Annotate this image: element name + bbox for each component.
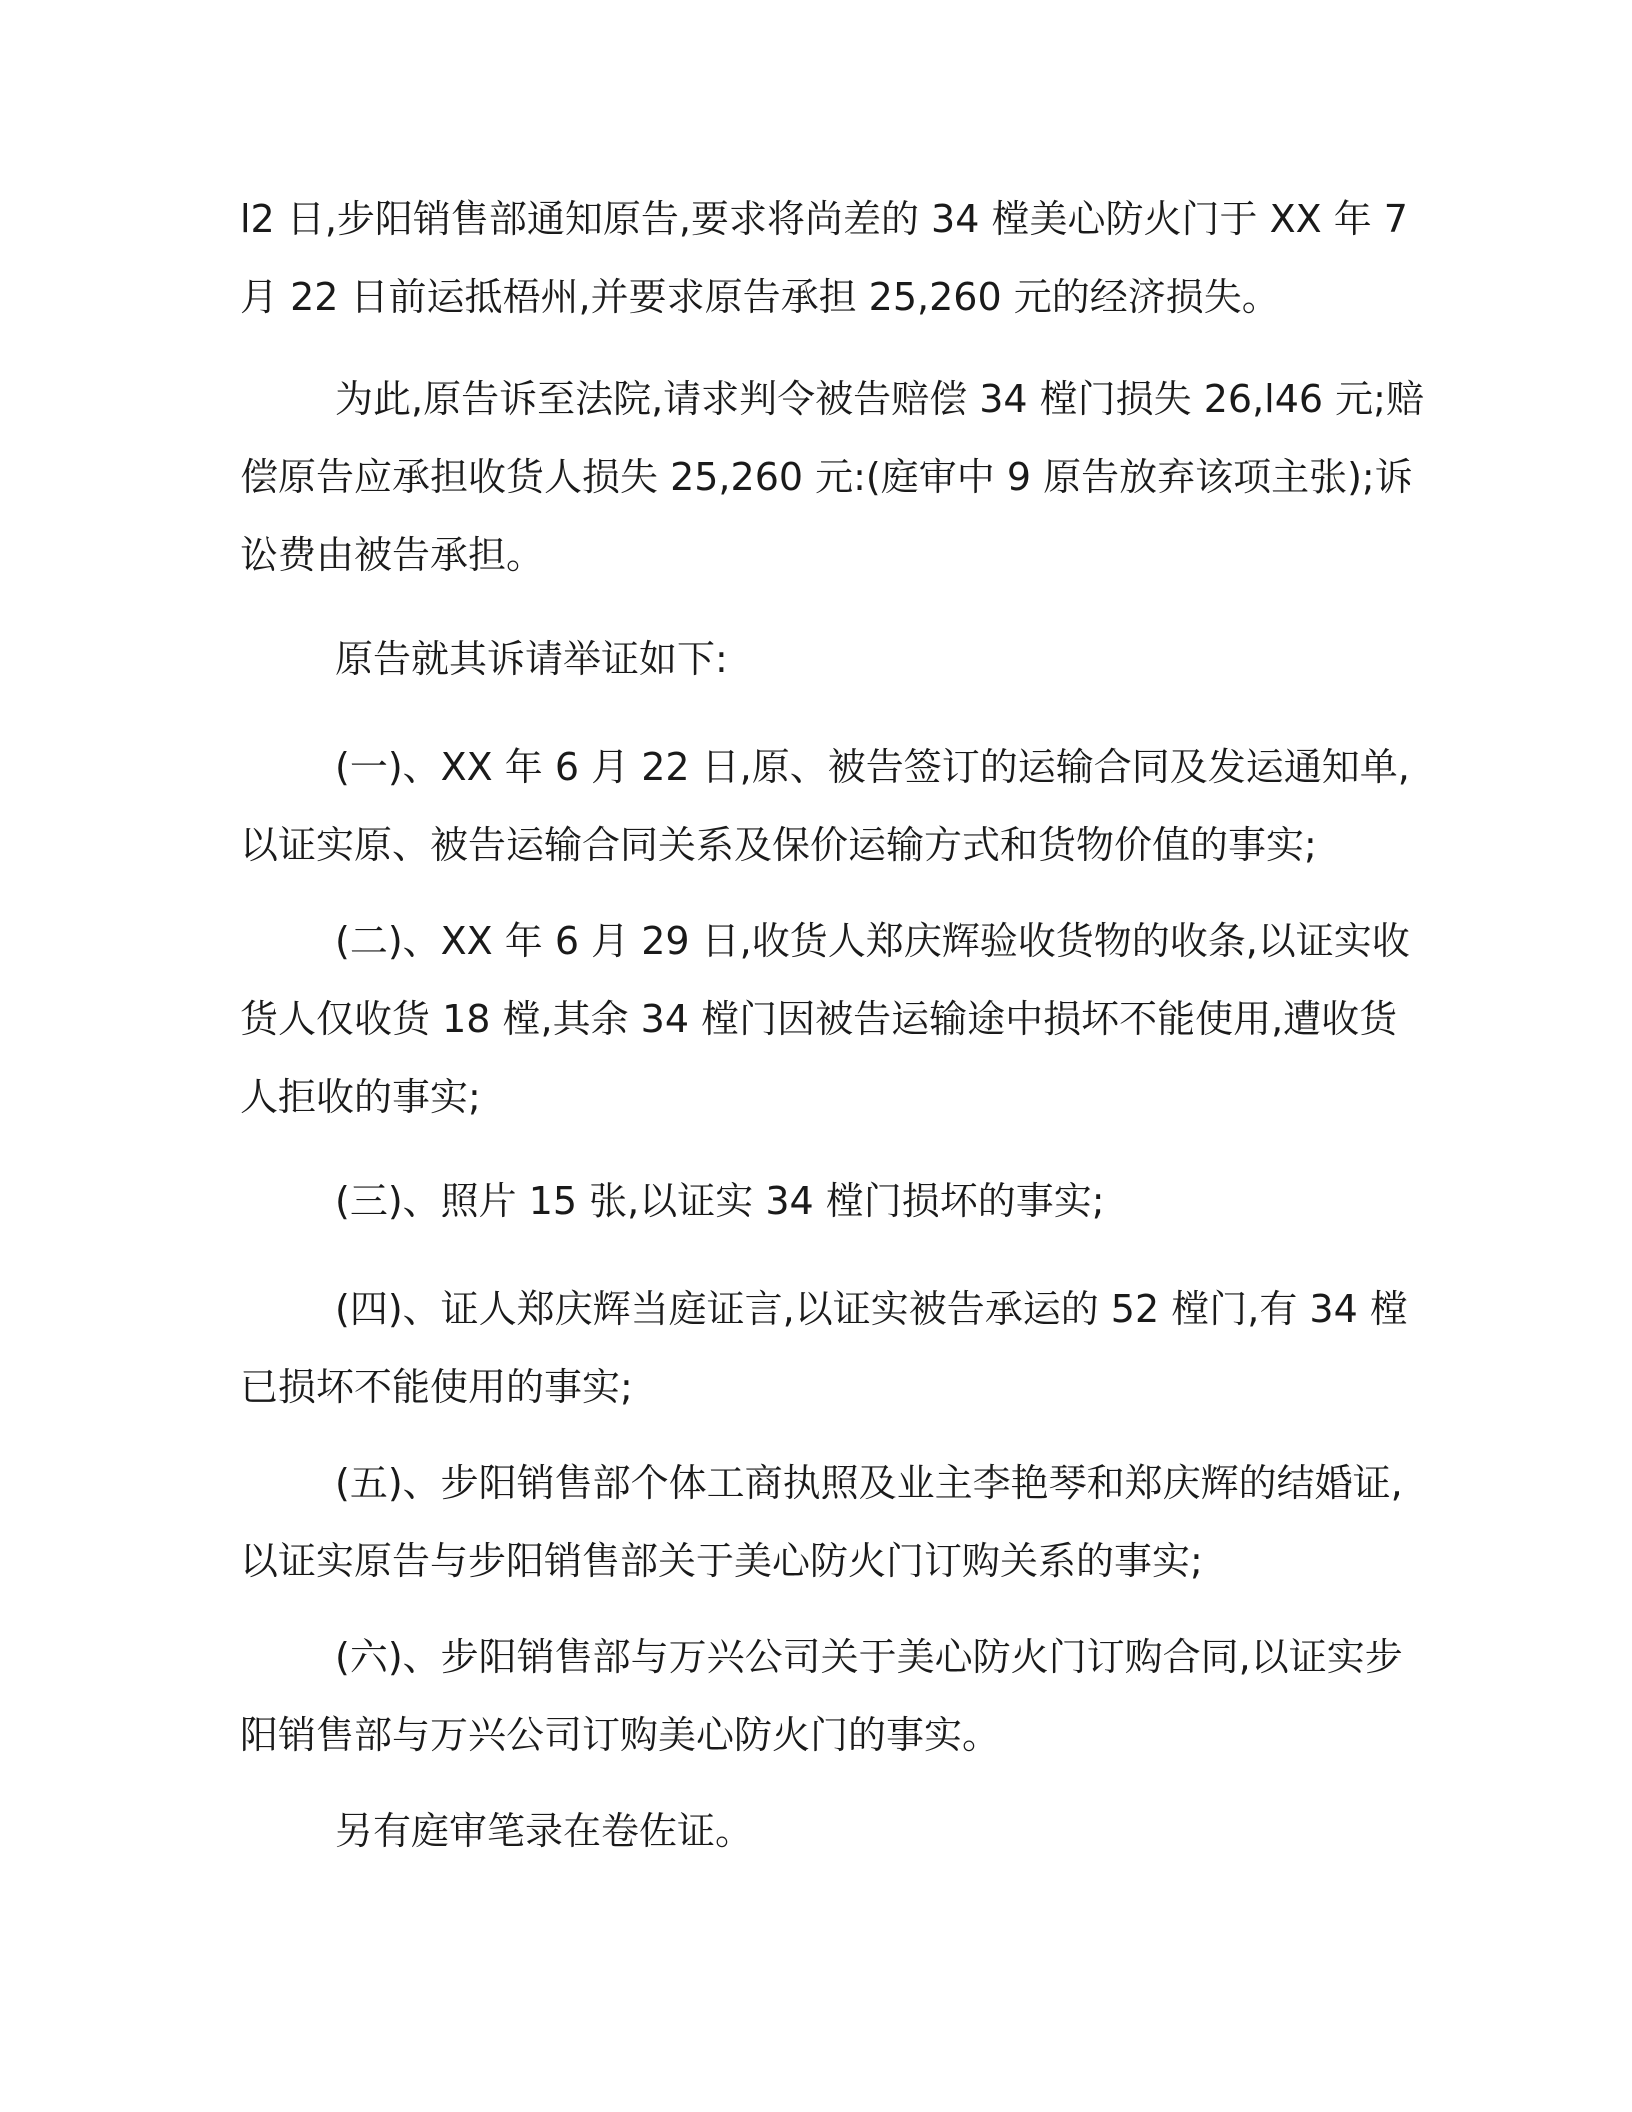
text-line: 以证实原、被告运输合同关系及保价运输方式和货物价值的事实; [240, 823, 1317, 867]
text-line: 偿原告应承担收货人损失 25,260 元:(庭审中 9 原告放弃该项主张);诉 [240, 455, 1413, 499]
text-line: 为此,原告诉至法院,请求判令被告赔偿 34 樘门损失 26,l46 元;赔 [335, 377, 1424, 421]
text-line: 原告就其诉请举证如下: [335, 637, 728, 681]
paragraph-evidence-6 [240, 1618, 1420, 1774]
text-line: 月 22 日前运抵梧州,并要求原告承担 25,260 元的经济损失。 [240, 275, 1280, 319]
text-line: (四)、证人郑庆辉当庭证言,以证实被告承运的 52 樘门,有 34 樘 [335, 1287, 1408, 1331]
paragraph-evidence-3 [240, 1162, 1420, 1240]
paragraph-evidence-1 [240, 728, 1420, 884]
text-line: 以证实原告与步阳销售部关于美心防火门订购关系的事实; [240, 1539, 1203, 1583]
paragraph-claims [240, 360, 1424, 594]
text-line: 货人仅收货 18 樘,其余 34 樘门因被告运输途中损坏不能使用,遭收货 [240, 997, 1398, 1041]
text-line: (二)、XX 年 6 月 29 日,收货人郑庆辉验收货物的收条,以证实收 [335, 919, 1410, 963]
text-line: (六)、步阳销售部与万兴公司关于美心防火门订购合同,以证实步 [335, 1635, 1403, 1679]
text-line: 已损坏不能使用的事实; [240, 1365, 633, 1409]
text-line: 人拒收的事实; [240, 1075, 481, 1119]
text-line: 另有庭审笔录在卷佐证。 [335, 1809, 754, 1853]
text-line: 讼费由被告承担。 [240, 533, 545, 577]
paragraph-evidence-intro [240, 620, 1420, 698]
paragraph-evidence-5 [240, 1444, 1420, 1600]
text-line: l2 日,步阳销售部通知原告,要求将尚差的 34 樘美心防火门于 XX 年 7 [240, 197, 1408, 241]
paragraph-evidence-2 [240, 902, 1420, 1136]
paragraph-evidence-4 [240, 1270, 1420, 1426]
paragraph-closing [240, 1792, 1420, 1870]
text-line: (三)、照片 15 张,以证实 34 樘门损坏的事实; [335, 1179, 1105, 1223]
text-line: (一)、XX 年 6 月 22 日,原、被告签订的运输合同及发运通知单, [335, 745, 1410, 789]
text-line: (五)、步阳销售部个体工商执照及业主李艳琴和郑庆辉的结婚证, [335, 1461, 1403, 1505]
text-line: 阳销售部与万兴公司订购美心防火门的事实。 [240, 1713, 1001, 1757]
paragraph-continuation [240, 180, 1420, 336]
